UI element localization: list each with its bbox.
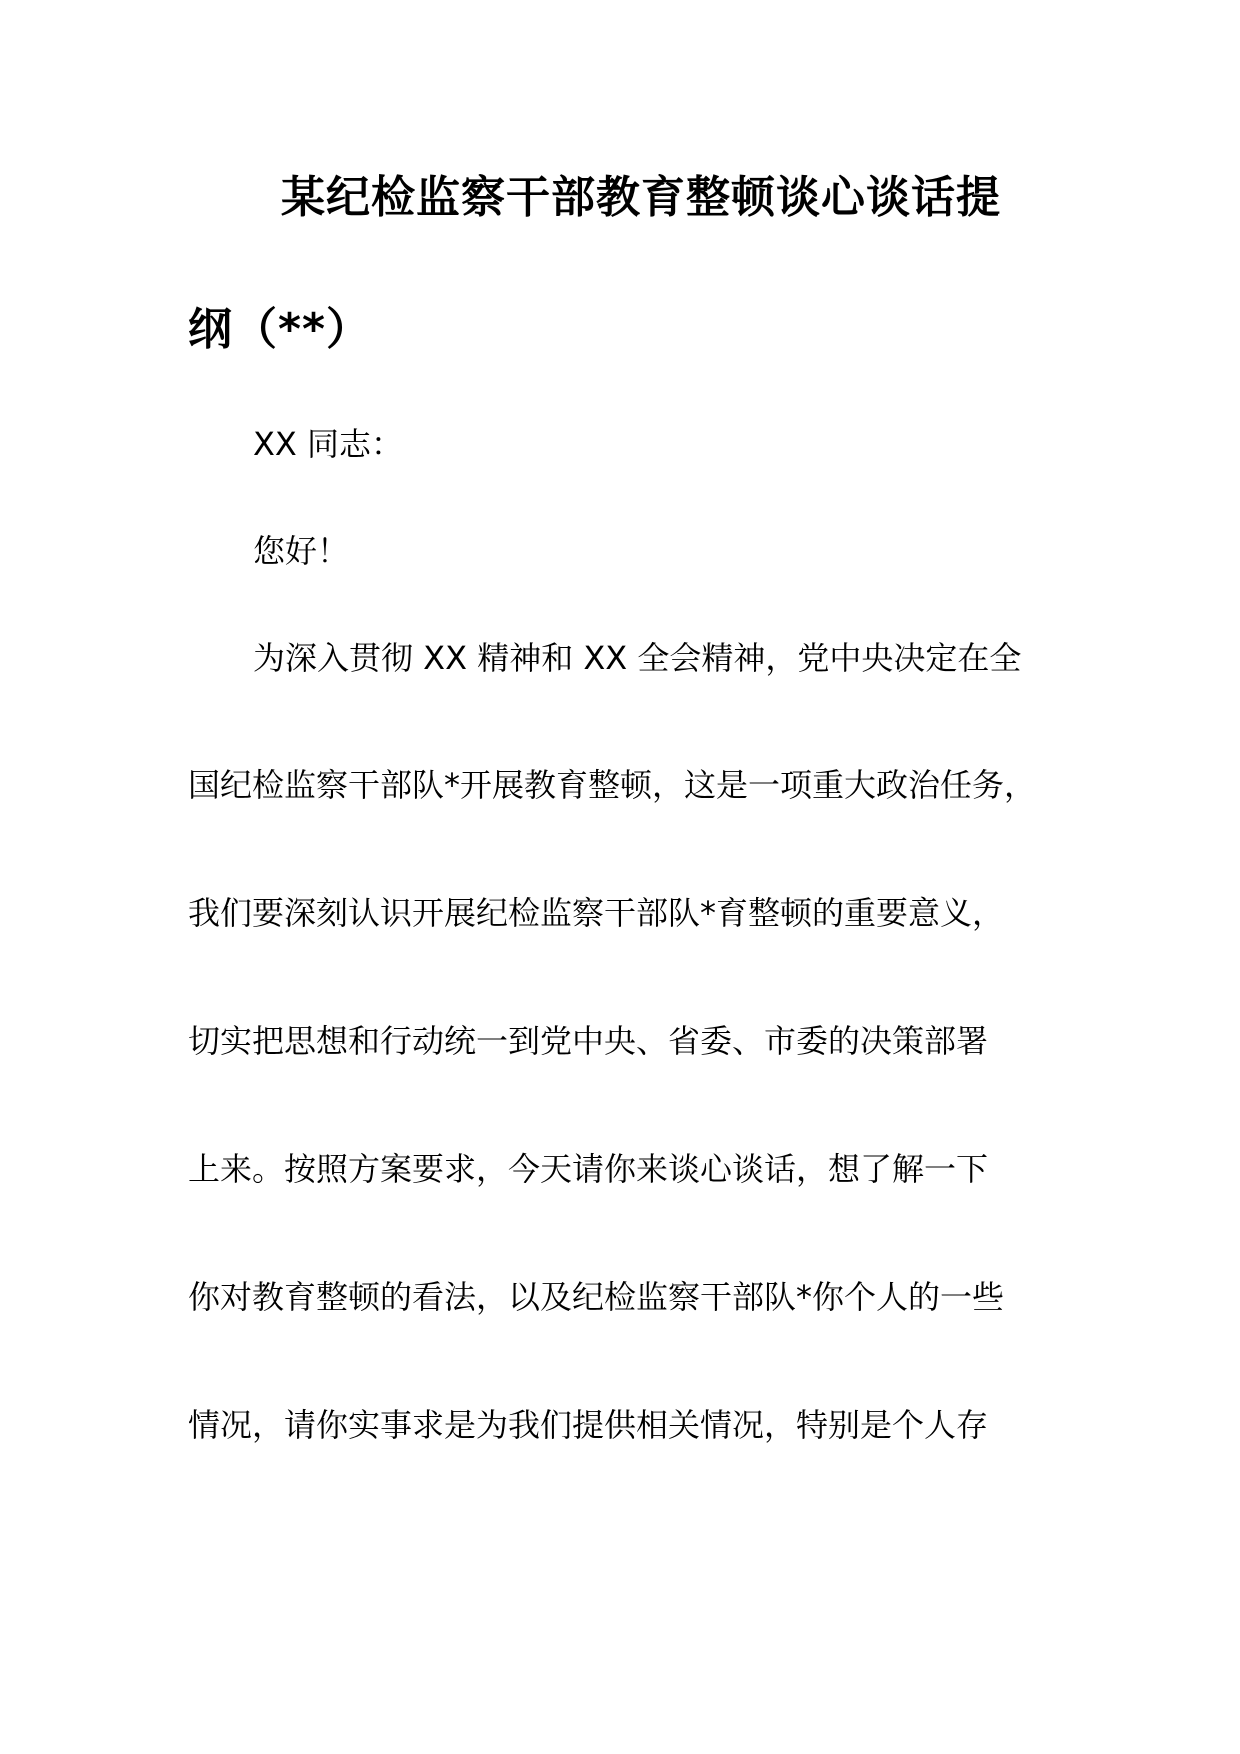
paragraph-line: 你对教育整顿的看法，以及纪检监察干部队*你个人的一些 bbox=[188, 1278, 1005, 1316]
salutation: XX 同志： bbox=[253, 425, 404, 463]
document-title-line-2: 纲（**） bbox=[188, 304, 372, 355]
paragraph-line: 切实把思想和行动统一到党中央、省委、市委的决策部署 bbox=[188, 1022, 989, 1060]
paragraph-line: 为深入贯彻 XX 精神和 XX 全会精神，党中央决定在全 bbox=[253, 639, 1022, 677]
greeting: 您好！ bbox=[253, 532, 350, 570]
paragraph-line: 情况，请你实事求是为我们提供相关情况，特别是个人存 bbox=[188, 1406, 989, 1444]
paragraph-line: 上来。按照方案要求，今天请你来谈心谈话，想了解一下 bbox=[188, 1150, 989, 1188]
paragraph-line: 我们要深刻认识开展纪检监察干部队*育整顿的重要意义， bbox=[188, 894, 1005, 932]
paragraph-line: 国纪检监察干部队*开展教育整顿，这是一项重大政治任务， bbox=[188, 766, 1037, 804]
document-title-line-1: 某纪检监察干部教育整顿谈心谈话提 bbox=[281, 172, 1001, 223]
